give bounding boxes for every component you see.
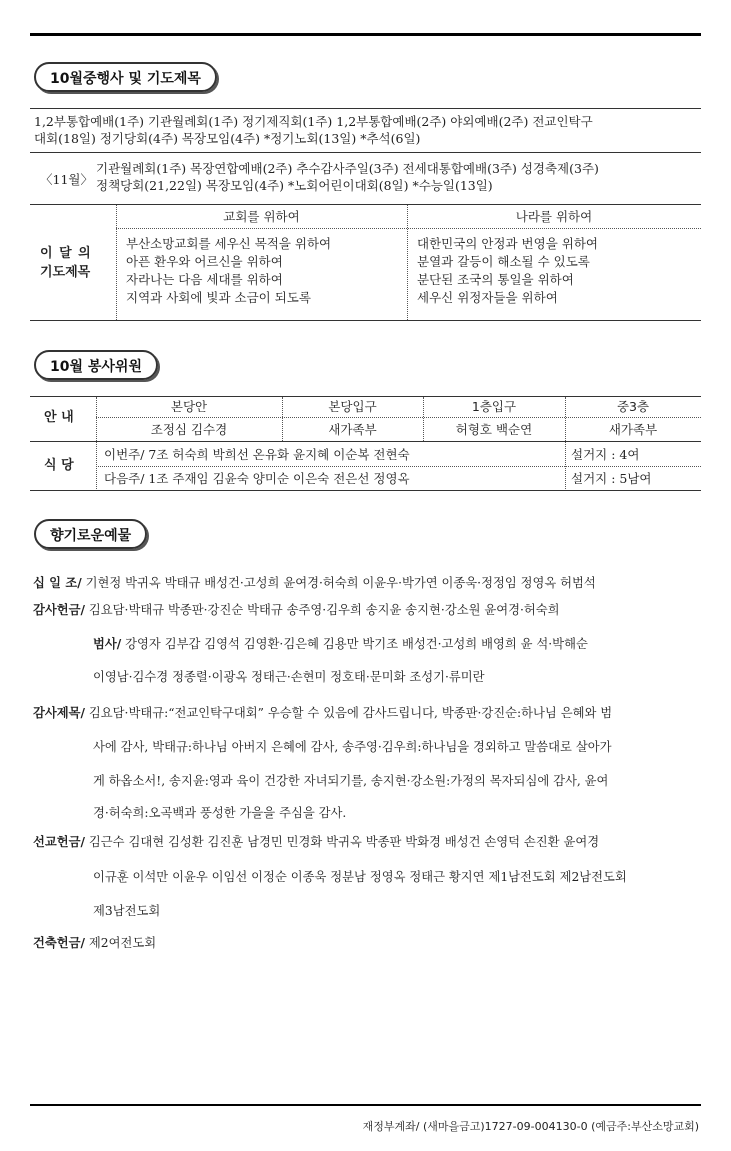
bottom-rule bbox=[30, 1104, 701, 1106]
mission-offering-names-cont: 제3남전도회 bbox=[93, 904, 161, 918]
volunteer-names: 허형호 백순연 bbox=[455, 422, 533, 437]
kitchen-this-week-dish: 설거지 : 4여 bbox=[571, 447, 640, 462]
nation-prayer-item: 분단된 조국의 통일을 위하여 bbox=[417, 272, 574, 287]
everything-offering-names-cont: 이영남·김수경 정종렬·이광옥 정태근·손현미 정호태·문미화 조성기·류미란 bbox=[93, 670, 485, 684]
church-prayer-header: 교회를 위하여 bbox=[223, 209, 300, 224]
nation-prayer-item: 분열과 갈등이 해소될 수 있도록 bbox=[417, 254, 590, 269]
thanks-topics-text-cont: 경·허숙희:오곡백과 풍성한 가을을 주심을 감사. bbox=[93, 806, 347, 820]
building-offering-label: 건축헌금/ bbox=[33, 936, 86, 950]
thanks-topics-line bbox=[33, 703, 612, 721]
november-events-line2: 정책당회(21,22일) 목장모임(4주) *노회어린이대회(8일) *수능일(13일) bbox=[96, 178, 493, 193]
volunteer-names: 새가족부 bbox=[328, 422, 377, 437]
november-events-line1: 기관월례회(1주) 목장연합예배(2주) 추수감사주일(3주) 전세대통합예배(3주) 성경축제(3주) bbox=[96, 161, 599, 176]
volunteers-block bbox=[30, 396, 701, 492]
prayer-label-line1: 이 달 의 bbox=[40, 246, 92, 261]
thanks-topics-text: 김요담·박태규:“전교인탁구대회” 우승할 수 있음에 감사드립니다, 박종판·강진순:하나님 은혜와 범 bbox=[85, 706, 613, 720]
thanks-offering-label: 감사헌금/ bbox=[33, 603, 86, 617]
building-offering-line bbox=[33, 933, 156, 951]
october-events-line1: 1,2부통합예배(1주) 기관월례회(1주) 정기제직회(1주) 1,2부통합예배(2주) 야외예배(2주) 전교인탁구 bbox=[34, 114, 593, 129]
nation-prayer-header: 나라를 위하여 bbox=[515, 209, 593, 224]
events-section-title: 10월중행사 및 기도제목 bbox=[34, 62, 217, 92]
offerings-block bbox=[33, 573, 701, 963]
volunteer-header: 본당안 bbox=[170, 399, 208, 414]
guide-label: 안 내 bbox=[44, 410, 74, 425]
volunteer-header: 1층입구 bbox=[471, 399, 517, 414]
volunteers-section-title: 10월 봉사위원 bbox=[34, 350, 158, 380]
thanks-offering-line bbox=[33, 600, 560, 618]
everything-offering-names: 강영자 김부갑 김영석 김영환·김은혜 김용만 박기조 배성건·고성희 배영희 윤 석·박해순 bbox=[121, 637, 588, 651]
nation-prayer-item: 세우신 위정자들을 위하여 bbox=[417, 290, 558, 305]
offerings-section-title: 향기로운예물 bbox=[34, 519, 147, 549]
mission-offering-line bbox=[33, 832, 599, 850]
november-label: 〈11월〉 bbox=[40, 172, 93, 187]
thanks-topics-label: 감사제목/ bbox=[33, 706, 86, 720]
nation-prayer-item: 대한민국의 안정과 번영을 위하여 bbox=[417, 236, 598, 251]
thanks-topics-text-cont: 게 하옵소서!, 송지윤:영과 육이 건강한 자녀되기를, 송지현·강소원:가정의 목자되심에 감사, 윤여 bbox=[93, 774, 609, 788]
volunteer-names: 새가족부 bbox=[608, 422, 658, 437]
tithe-names: 기현정 박귀옥 박태규 배성건·고성희 윤여경·허숙희 이윤우·박가연 이종욱·정정임 정영옥 허범석 bbox=[81, 576, 596, 590]
events-block bbox=[30, 108, 701, 328]
october-events-line2: 대회(18일) 정기당회(4주) 목장모임(4주) *정기노회(13일) *추석(6일) bbox=[34, 131, 421, 146]
church-prayer-item: 지역과 사회에 빛과 소금이 되도록 bbox=[126, 290, 311, 305]
mission-offering-names-cont: 이규훈 이석만 이윤우 이임선 이정순 이종욱 정분남 정영옥 정태근 황지연 제1남전도회 제2남전도회 bbox=[93, 870, 627, 884]
kitchen-next-week: 다음주/ 1조 주재임 김윤숙 양미순 이은숙 전은선 정영옥 bbox=[104, 471, 410, 486]
thanks-topics-text-cont: 사에 감사, 박태규:하나님 아버지 은혜에 감사, 송주영·김우희:하나님을 경외하고 말씀대로 살아가 bbox=[93, 740, 612, 754]
volunteer-names: 조정심 김수경 bbox=[150, 422, 228, 437]
volunteer-header: 중3층 bbox=[616, 399, 650, 414]
prayer-label-line2: 기도제목 bbox=[40, 265, 91, 280]
bank-account-footer: 재정부계좌/ (새마을금고)1727-09-004130-0 (예금주:부산소망교회) bbox=[362, 1120, 699, 1133]
top-rule bbox=[30, 33, 701, 36]
church-prayer-item: 자라나는 다음 세대를 위하여 bbox=[126, 272, 283, 287]
church-prayer-item: 아픈 환우와 어르신을 위하여 bbox=[126, 254, 283, 269]
building-offering-names: 제2여전도회 bbox=[85, 936, 157, 950]
everything-offering-label: 범사/ bbox=[93, 637, 122, 651]
thanks-offering-names: 김요담·박태규 박종판·강진순 박태규 송주영·김우희 송지윤 송지현·강소원 윤여경·허숙희 bbox=[85, 603, 560, 617]
kitchen-next-week-dish: 설거지 : 5남여 bbox=[571, 471, 652, 486]
tithe-line bbox=[33, 573, 596, 591]
tithe-label: 십 일 조/ bbox=[33, 576, 82, 590]
kitchen-this-week: 이번주/ 7조 허숙희 박희선 온유화 윤지혜 이순복 전현숙 bbox=[104, 447, 410, 462]
kitchen-label: 식 당 bbox=[44, 458, 74, 473]
volunteer-header: 본당입구 bbox=[328, 399, 377, 414]
mission-offering-names: 김근수 김대현 김성환 김진훈 남경민 민경화 박귀옥 박종판 박화경 배성건 손영덕 손진환 윤여경 bbox=[85, 835, 600, 849]
everything-offering-line bbox=[93, 634, 588, 652]
church-prayer-item: 부산소망교회를 세우신 목적을 위하여 bbox=[126, 236, 332, 251]
mission-offering-label: 선교헌금/ bbox=[33, 835, 86, 849]
